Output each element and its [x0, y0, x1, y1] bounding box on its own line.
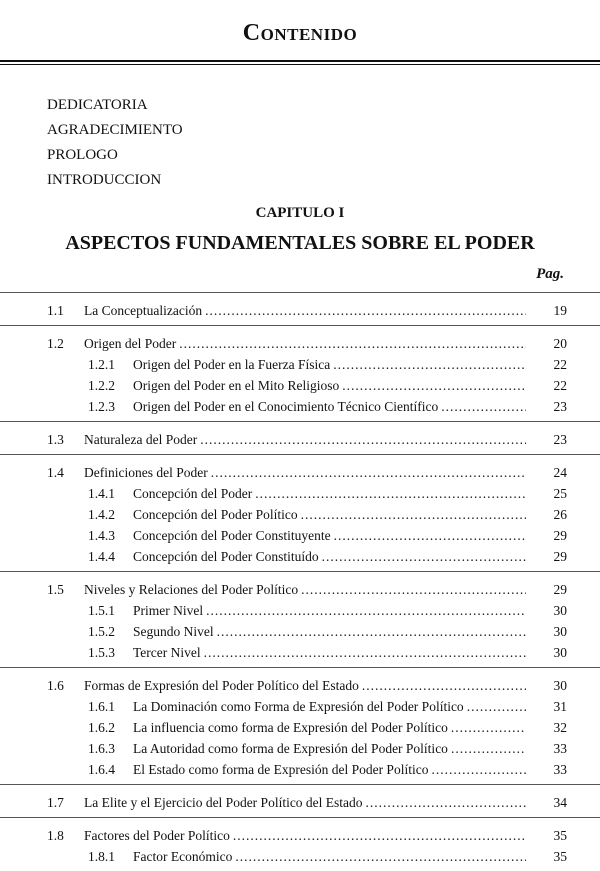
toc-entry-title: Primer Nivel: [133, 603, 204, 618]
toc-entry[interactable]: [0, 825, 600, 846]
toc-entry[interactable]: [0, 333, 600, 354]
front-matter-item[interactable]: DEDICATORIA: [47, 97, 148, 113]
toc-entry-number: 1.8: [47, 828, 64, 843]
dot-leader: [301, 504, 526, 525]
toc-entry-page: 22: [553, 378, 567, 393]
toc-entry-text-wrap: [133, 546, 526, 567]
toc-section: [0, 784, 600, 817]
dot-leader: [362, 675, 526, 696]
page-column-header: Pag.: [536, 266, 564, 282]
toc-entry-title: Origen del Poder en la Fuerza Física: [133, 357, 331, 372]
dot-leader: [451, 717, 526, 738]
toc-entry-number: 1.5: [47, 582, 64, 597]
toc-entry-text-wrap: [133, 600, 526, 621]
toc-entry-title: Concepción del Poder Político: [133, 507, 298, 522]
toc-entry-number: 1.2.3: [88, 399, 115, 414]
toc-entry[interactable]: [0, 300, 600, 321]
toc-entry-text-wrap: [84, 675, 526, 696]
toc-entry-page: 30: [553, 624, 567, 639]
dot-leader: [179, 333, 526, 354]
toc-entry-number: 1.2.2: [88, 378, 115, 393]
toc-entry-number: 1.7: [47, 795, 64, 810]
toc-entry-title: Formas de Expresión del Poder Político del Estado: [84, 678, 359, 693]
toc-entry[interactable]: [0, 792, 600, 813]
dot-leader: [205, 300, 526, 321]
dot-leader: [301, 579, 526, 600]
dot-leader: [206, 600, 526, 621]
toc-entry-number: 1.6.4: [88, 762, 115, 777]
toc-entry-text-wrap: [133, 738, 526, 759]
toc-entry[interactable]: [0, 579, 600, 600]
toc-entry-title: La Conceptualización: [84, 303, 203, 318]
toc-entry[interactable]: [0, 396, 600, 417]
toc-entry-text-wrap: [133, 759, 526, 780]
toc-entry-number: 1.3: [47, 432, 64, 447]
toc-entry-page: 29: [553, 582, 567, 597]
toc-entry-title: Origen del Poder: [84, 336, 177, 351]
dot-leader: [366, 792, 526, 813]
toc-entry-number: 1.2.1: [88, 357, 115, 372]
dot-leader: [441, 396, 526, 417]
table-of-contents: [0, 292, 600, 871]
toc-entry-page: 30: [553, 603, 567, 618]
toc-entry[interactable]: [0, 621, 600, 642]
toc-entry-number: 1.6.2: [88, 720, 115, 735]
toc-entry-page: 31: [553, 699, 567, 714]
dot-leader: [255, 483, 526, 504]
toc-entry-title: Tercer Nivel: [133, 645, 201, 660]
toc-entry-title: Concepción del Poder Constituyente: [133, 528, 331, 543]
toc-entry-page: 32: [553, 720, 567, 735]
chapter-number: CAPITULO I: [255, 205, 345, 221]
toc-entry-text-wrap: [133, 696, 526, 717]
toc-section: [0, 571, 600, 667]
toc-entry-text-wrap: [133, 621, 526, 642]
title-rule-thick: [0, 60, 600, 62]
toc-entry[interactable]: [0, 462, 600, 483]
toc-entry-title: Definiciones del Poder: [84, 465, 208, 480]
toc-entry-number: 1.1: [47, 303, 64, 318]
toc-entry-title: La Elite y el Ejercicio del Poder Político del Estado: [84, 795, 363, 810]
front-matter-list: [47, 93, 183, 193]
toc-entry[interactable]: [0, 483, 600, 504]
toc-entry-page: 35: [553, 828, 567, 843]
toc-entry-text-wrap: [84, 462, 526, 483]
toc-entry-title: Concepción del Poder: [133, 486, 253, 501]
toc-entry[interactable]: [0, 429, 600, 450]
front-matter-item[interactable]: PROLOGO: [47, 147, 118, 163]
title-rule-thin: [0, 64, 600, 65]
toc-entry-page: 20: [553, 336, 567, 351]
toc-entry[interactable]: [0, 504, 600, 525]
toc-entry-number: 1.8.1: [88, 849, 115, 864]
toc-section: [0, 454, 600, 571]
dot-leader: [235, 846, 526, 867]
toc-entry-title: Factor Económico: [133, 849, 233, 864]
toc-entry-number: 1.4.1: [88, 486, 115, 501]
toc-entry-text-wrap: [133, 525, 526, 546]
toc-entry-text-wrap: [84, 333, 526, 354]
toc-entry-number: 1.2: [47, 336, 64, 351]
toc-entry-text-wrap: [133, 375, 526, 396]
toc-entry-text-wrap: [84, 300, 526, 321]
toc-entry-title: Segundo Nivel: [133, 624, 214, 639]
toc-entry[interactable]: [0, 375, 600, 396]
toc-entry-number: 1.6.1: [88, 699, 115, 714]
toc-entry-page: 23: [553, 399, 567, 414]
dot-leader: [431, 759, 526, 780]
dot-leader: [204, 642, 526, 663]
toc-entry-title: Origen del Poder en el Mito Religioso: [133, 378, 340, 393]
toc-entry-page: 34: [553, 795, 567, 810]
chapter-title: ASPECTOS FUNDAMENTALES SOBRE EL PODER: [65, 232, 535, 254]
toc-entry[interactable]: [0, 642, 600, 663]
toc-entry-title: El Estado como forma de Expresión del Poder Político: [133, 762, 429, 777]
dot-leader: [467, 696, 526, 717]
toc-entry-text-wrap: [84, 429, 526, 450]
toc-entry-page: 35: [553, 849, 567, 864]
toc-entry[interactable]: [0, 717, 600, 738]
front-matter-item[interactable]: INTRODUCCION: [47, 172, 162, 188]
toc-entry-text-wrap: [84, 792, 526, 813]
toc-entry-number: 1.6: [47, 678, 64, 693]
toc-entry-page: 30: [553, 645, 567, 660]
toc-section: [0, 292, 600, 325]
dot-leader: [322, 546, 526, 567]
toc-entry[interactable]: [0, 525, 600, 546]
toc-section: [0, 817, 600, 871]
toc-entry-number: 1.5.1: [88, 603, 115, 618]
toc-section: [0, 421, 600, 454]
toc-entry-page: 29: [553, 549, 567, 564]
toc-entry-title: La influencia como forma de Expresión del Poder Político: [133, 720, 448, 735]
toc-entry[interactable]: [0, 675, 600, 696]
toc-entry-text-wrap: [133, 717, 526, 738]
dot-leader: [333, 354, 526, 375]
toc-entry-number: 1.6.3: [88, 741, 115, 756]
dot-leader: [211, 462, 526, 483]
toc-entry-text-wrap: [133, 642, 526, 663]
toc-entry-title: La Dominación como Forma de Expresión del Poder Político: [133, 699, 464, 714]
toc-entry-text-wrap: [133, 846, 526, 867]
toc-entry-text-wrap: [84, 579, 526, 600]
dot-leader: [334, 525, 526, 546]
toc-section: [0, 325, 600, 421]
dot-leader: [200, 429, 526, 450]
page-title: Contenido: [242, 20, 358, 46]
toc-entry[interactable]: [0, 600, 600, 621]
toc-entry-page: 22: [553, 357, 567, 372]
toc-entry-text-wrap: [133, 396, 526, 417]
toc-entry[interactable]: [0, 738, 600, 759]
dot-leader: [342, 375, 526, 396]
toc-entry-text-wrap: [133, 354, 526, 375]
toc-entry-title: Naturaleza del Poder: [84, 432, 198, 447]
toc-entry[interactable]: [0, 546, 600, 567]
toc-entry-number: 1.5.3: [88, 645, 115, 660]
toc-entry-number: 1.4.3: [88, 528, 115, 543]
toc-entry-title: Concepción del Poder Constituído: [133, 549, 319, 564]
toc-entry-title: Niveles y Relaciones del Poder Político: [84, 582, 299, 597]
toc-section: [0, 667, 600, 784]
dot-leader: [451, 738, 526, 759]
toc-entry-page: 24: [553, 465, 567, 480]
toc-entry-page: 29: [553, 528, 567, 543]
toc-entry-page: 26: [553, 507, 567, 522]
toc-entry[interactable]: [0, 846, 600, 867]
toc-entry-page: 23: [553, 432, 567, 447]
toc-entry[interactable]: [0, 759, 600, 780]
toc-entry-page: 25: [553, 486, 567, 501]
toc-entry-title: Origen del Poder en el Conocimiento Técnico Científico: [133, 399, 439, 414]
toc-entry-text-wrap: [133, 483, 526, 504]
toc-entry-number: 1.5.2: [88, 624, 115, 639]
toc-entry[interactable]: [0, 354, 600, 375]
toc-entry-title: La Autoridad como forma de Expresión del Poder Político: [133, 741, 448, 756]
toc-entry-text-wrap: [133, 504, 526, 525]
toc-entry-page: 33: [553, 741, 567, 756]
dot-leader: [217, 621, 526, 642]
toc-entry-page: 19: [553, 303, 567, 318]
toc-entry-title: Factores del Poder Político: [84, 828, 230, 843]
dot-leader: [233, 825, 526, 846]
toc-entry-page: 30: [553, 678, 567, 693]
front-matter-item[interactable]: AGRADECIMIENTO: [47, 122, 183, 138]
toc-entry-page: 33: [553, 762, 567, 777]
toc-entry-number: 1.4.4: [88, 549, 115, 564]
toc-entry-number: 1.4.2: [88, 507, 115, 522]
toc-entry-number: 1.4: [47, 465, 64, 480]
toc-entry-text-wrap: [84, 825, 526, 846]
toc-entry[interactable]: [0, 696, 600, 717]
